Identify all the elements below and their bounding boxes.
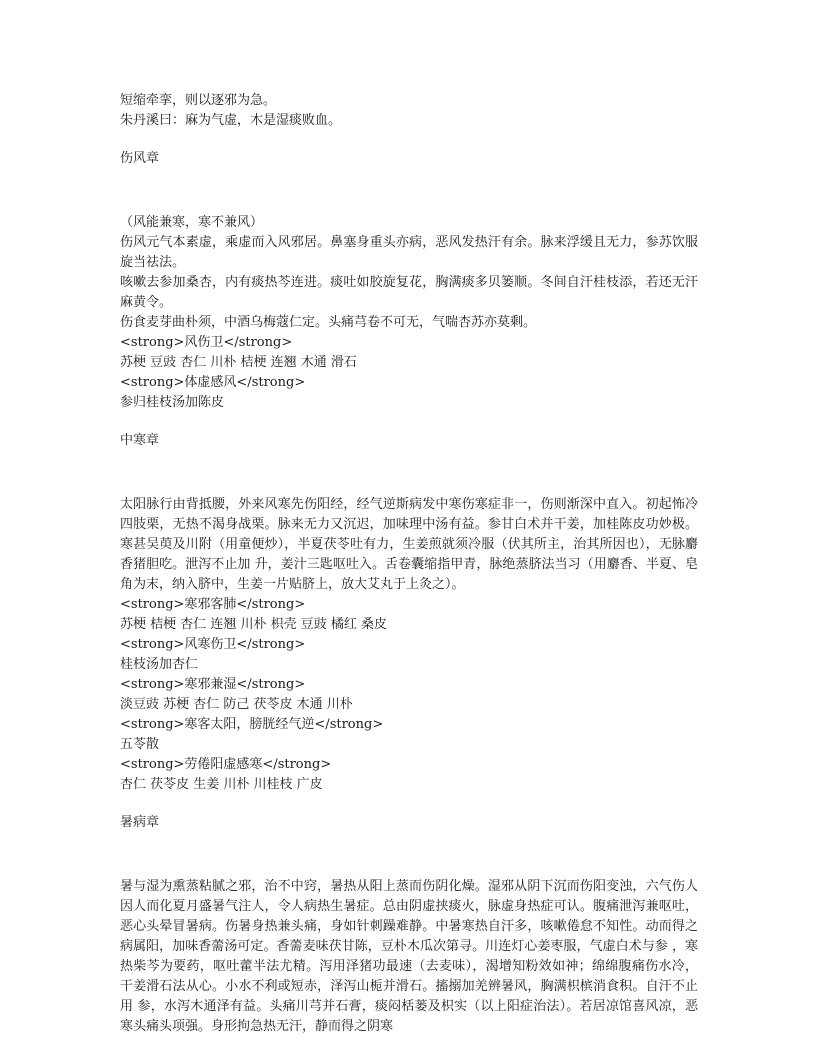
formula-ingredients: 淡豆豉 苏梗 杏仁 防己 茯苓皮 木通 川朴 [120, 697, 353, 712]
section-title: 中寒章 [120, 433, 160, 448]
paragraph: 咳嗽去参加桑杏，内有痰热芩连进。痰吐如胶旋复花，胸满痰多贝篓顺。冬间自汗桂枝添，若还无汗麻黄令。 [120, 275, 698, 310]
formula-heading: <strong>劳倦阳虚感寒</strong> [120, 757, 332, 772]
section-body [120, 877, 698, 1037]
formula-ingredients: 桂枝汤加杏仁 [120, 657, 199, 672]
document-page [120, 91, 698, 1037]
paragraph: 伤风元气本素虚，乘虚而入风邪居。鼻塞身重头亦病，恶风发热汗有余。脉来浮缓且无力，参苏饮服旋当祛法。 [120, 235, 698, 270]
formula-ingredients: 五苓散 [120, 737, 160, 752]
intro-line: 短缩牵挛，则以逐邪为急。 [120, 93, 277, 108]
formula-heading: <strong>寒邪兼湿</strong> [120, 677, 306, 692]
section-note: （风能兼寒，寒不兼风） [120, 215, 264, 230]
formula-ingredients: 苏梗 豆豉 杏仁 川朴 桔梗 连翘 木通 滑石 [120, 355, 357, 370]
intro-line: 朱丹溪曰：麻为气虚，木是湿痰败血。 [120, 113, 342, 128]
formula-heading: <strong>风伤卫</strong> [120, 335, 293, 350]
formula-ingredients: 杏仁 茯苓皮 生姜 川朴 川桂枝 广皮 [120, 777, 323, 792]
paragraph: 伤食麦芽曲朴须，中酒乌梅蔻仁定。头痛芎卷不可无，气喘杏苏亦莫剩。 [120, 315, 537, 330]
section-title: 伤风章 [120, 151, 160, 166]
section-body [120, 213, 698, 413]
intro-block [120, 91, 698, 131]
section-body [120, 495, 698, 795]
formula-heading: <strong>风寒伤卫</strong> [120, 637, 306, 652]
section-title: 暑病章 [120, 815, 160, 830]
paragraph: 暑与湿为熏蒸粘腻之邪，治不中窍，暑热从阳上蒸而伤阴化燥。湿邪从阴下沉而伤阳变浊，六气伤人因人而化夏月盛暑气注人，令人病热生暑症。总由阴虚挟痰火，脉虚身热症可认。腹痛泄泻兼呕吐，恶心头晕冒暑病。伤暑身热兼头痛，身如针刺躁难静。中暑寒热自汗多，咳嗽倦怠不知性。动而得之病属阳，加味香薷汤可定。香薷麦味茯甘陈，豆朴木瓜次第寻。川连灯心姜枣服，气虚白术与参 ，寒热柴芩为要药，呕吐藿半法尤精。泻用泽猪功最速（去麦味），渴增知粉效如神；绵绵腹痛伤水冷，干姜滑石法从心。小水不利或短赤，泽泻山栀并滑石。搐搦加羌辨暑风，胸满枳槟消食积。自汗不止用 参，水泻木通泽有益。头痛川芎并石膏，痰闷栝蒌及枳实（以上阳症治法）。若居凉馆喜风凉，恶寒头痛头项强。身形拘急热无汗，静而得之阴寒 [120, 879, 698, 1034]
formula-ingredients: 苏梗 桔梗 杏仁 连翘 川朴 枳壳 豆豉 橘红 桑皮 [120, 617, 388, 632]
formula-heading: <strong>寒邪客肺</strong> [120, 597, 306, 612]
formula-heading: <strong>体虚感风</strong> [120, 375, 306, 390]
formula-heading: <strong>寒客太阳，膀胱经气逆</strong> [120, 717, 384, 732]
formula-ingredients: 参归桂枝汤加陈皮 [120, 395, 225, 410]
paragraph: 太阳脉行由背抵腰，外来风寒先伤阳经，经气逆斯病发中寒伤寒症非一，伤则渐深中直入。初起怖冷四肢栗，无热不渴身战栗。脉来无力又沉迟，加味理中汤有益。参甘白术并干姜，加桂陈皮功妙极。寒甚吴萸及川附（用童便炒），半夏茯苓吐有力，生姜煎就须冷服（伏其所主，治其所因也），无脉麝香猪胆吃。泄泻不止加 升，姜汁三匙呕吐入。舌卷囊缩指甲青，脉绝蒸脐法当习（用麝香、半夏、皂角为末，纳入脐中，生姜一片贴脐上，放大艾丸于上灸之）。 [120, 497, 698, 592]
